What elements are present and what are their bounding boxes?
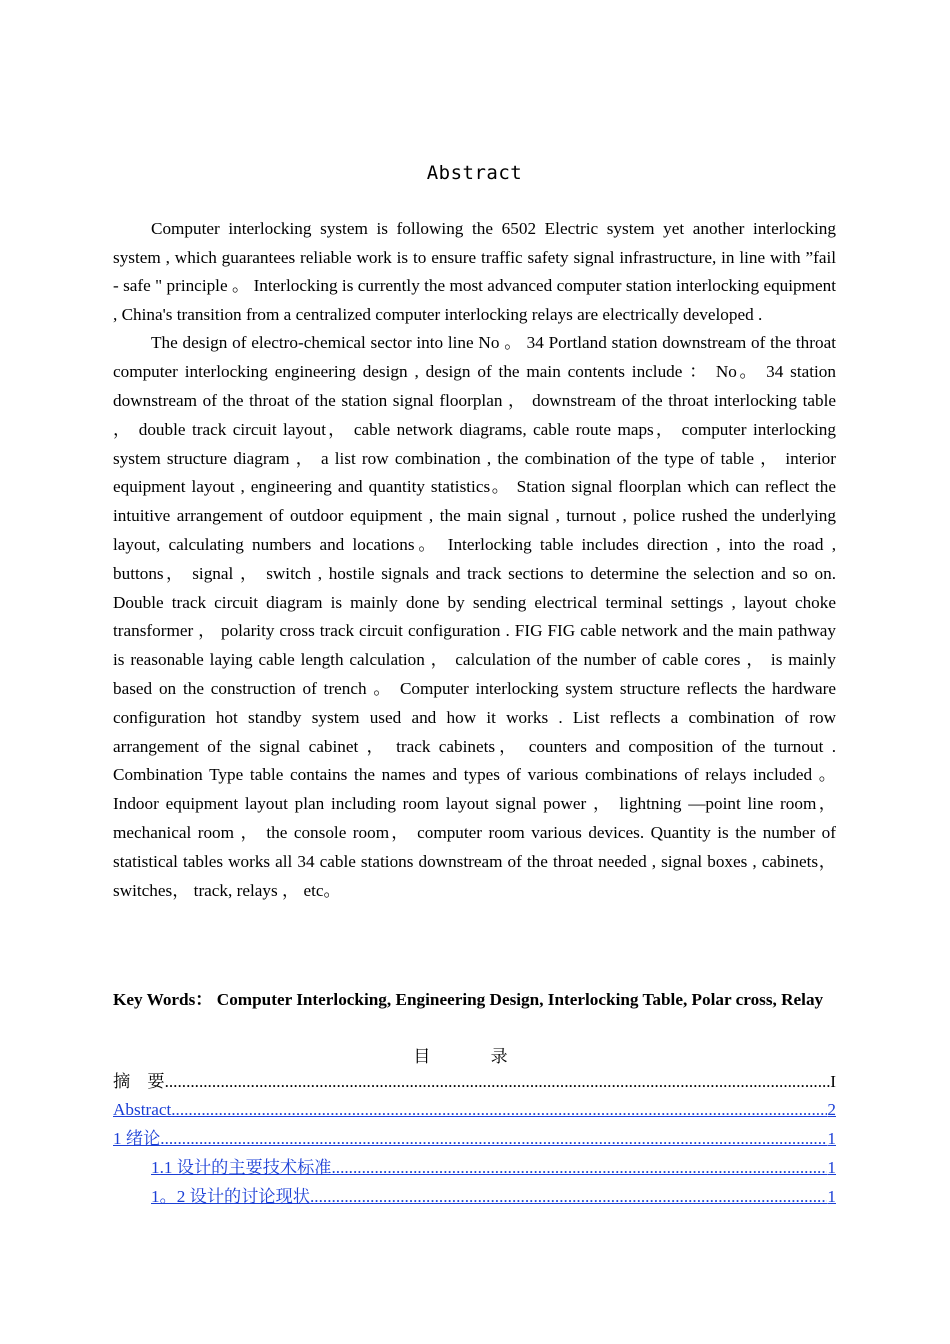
toc-entry-section-1-1-link[interactable] bbox=[151, 1156, 836, 1180]
keywords bbox=[113, 986, 836, 1014]
toc-entry-page: 1 bbox=[827, 1158, 836, 1177]
toc-entry-page: 1 bbox=[827, 1129, 836, 1148]
keywords-label: Key Words： bbox=[113, 990, 213, 1009]
toc-entry-label: Abstract bbox=[113, 1100, 172, 1119]
toc-leader-dots bbox=[310, 1185, 827, 1209]
toc-entry-abstract-cn[interactable] bbox=[113, 1070, 836, 1094]
abstract-paragraph-1: Computer interlocking system is following the 6502 Electric system yet another interlocking system , which guarantees reliable work is to ensure traffic safety signal infrastructure, in line with ”fail - safe " principle 。 Interlocking is currently the most advanced computer station interlocking equipment , China's transition from a centralized computer interlocking relays are electrically developed . bbox=[113, 219, 836, 324]
toc-entry-page: 2 bbox=[827, 1100, 836, 1119]
abstract-body bbox=[113, 215, 836, 905]
toc-leader-dots bbox=[331, 1156, 827, 1180]
toc-title: 目 录 bbox=[413, 1047, 536, 1066]
toc-entry-chapter-1-link[interactable] bbox=[113, 1127, 836, 1151]
toc-entry-label: 1。2 设计的讨论现状 bbox=[151, 1187, 310, 1206]
toc-entry-abstract-link[interactable] bbox=[113, 1098, 836, 1122]
abstract-title: Abstract bbox=[426, 162, 523, 184]
toc-entry-label: 摘 要 bbox=[113, 1072, 165, 1091]
toc-leader-dots bbox=[165, 1070, 831, 1094]
toc-entry-label: 1 绪论 bbox=[113, 1129, 161, 1148]
toc-entry-page: I bbox=[830, 1072, 836, 1091]
abstract-paragraph-2: The design of electro-chemical sector into line No 。 34 Portland station downstream of the throat computer interlocking engineering design , design of the main contents include ： No。 34 station downstream of the throat of the station signal floorplan ， downstream of the throat interlocking table ， double track circuit layout， cable network diagrams, cable route maps， computer interlocking system structure diagram ， a list row combination , the combination of the type of table ， interior equipment layout , engineering and quantity statistics。 Station signal floorplan which can reflect the intuitive arrangement of outdoor equipment , the main signal , turnout , police rushed the underlying layout, calculating numbers and locations。 Interlocking table includes direction , into the road , buttons， signal ， switch , hostile signals and track sections to determine the selection and so on. Double track circuit diagram is mainly done by sending electrical terminal settings , layout choke transformer ， polarity cross track circuit configuration . FIG FIG cable network and the main pathway is reasonable laying cable length calculation ， calculation of the number of cable cores ， is mainly based on the construction of trench 。 Computer interlocking system structure reflects the hardware configuration hot standby system used and how it works . List reflects a combination of row arrangement of the signal cabinet ， track cabinets， counters and composition of the turnout . Combination Type table contains the names and types of various combinations of relays included 。 Indoor equipment layout plan including room layout signal power ， lightning —point line room， mechanical room ， the console room， computer room various devices. Quantity is the number of statistical tables works all 34 cable stations downstream of the throat needed , signal boxes , cabinets， switches， track, relays ， etc。 bbox=[113, 333, 836, 900]
toc-leader-dots bbox=[160, 1127, 827, 1151]
keywords-text: Computer Interlocking, Engineering Design, Interlocking Table, Polar cross, Relay bbox=[216, 990, 824, 1009]
toc-entry-page: 1 bbox=[827, 1187, 836, 1206]
toc-leader-dots bbox=[171, 1098, 827, 1122]
toc-entry-label: 1.1 设计的主要技术标准 bbox=[151, 1158, 332, 1177]
toc-entry-section-1-2-link[interactable] bbox=[151, 1185, 836, 1209]
